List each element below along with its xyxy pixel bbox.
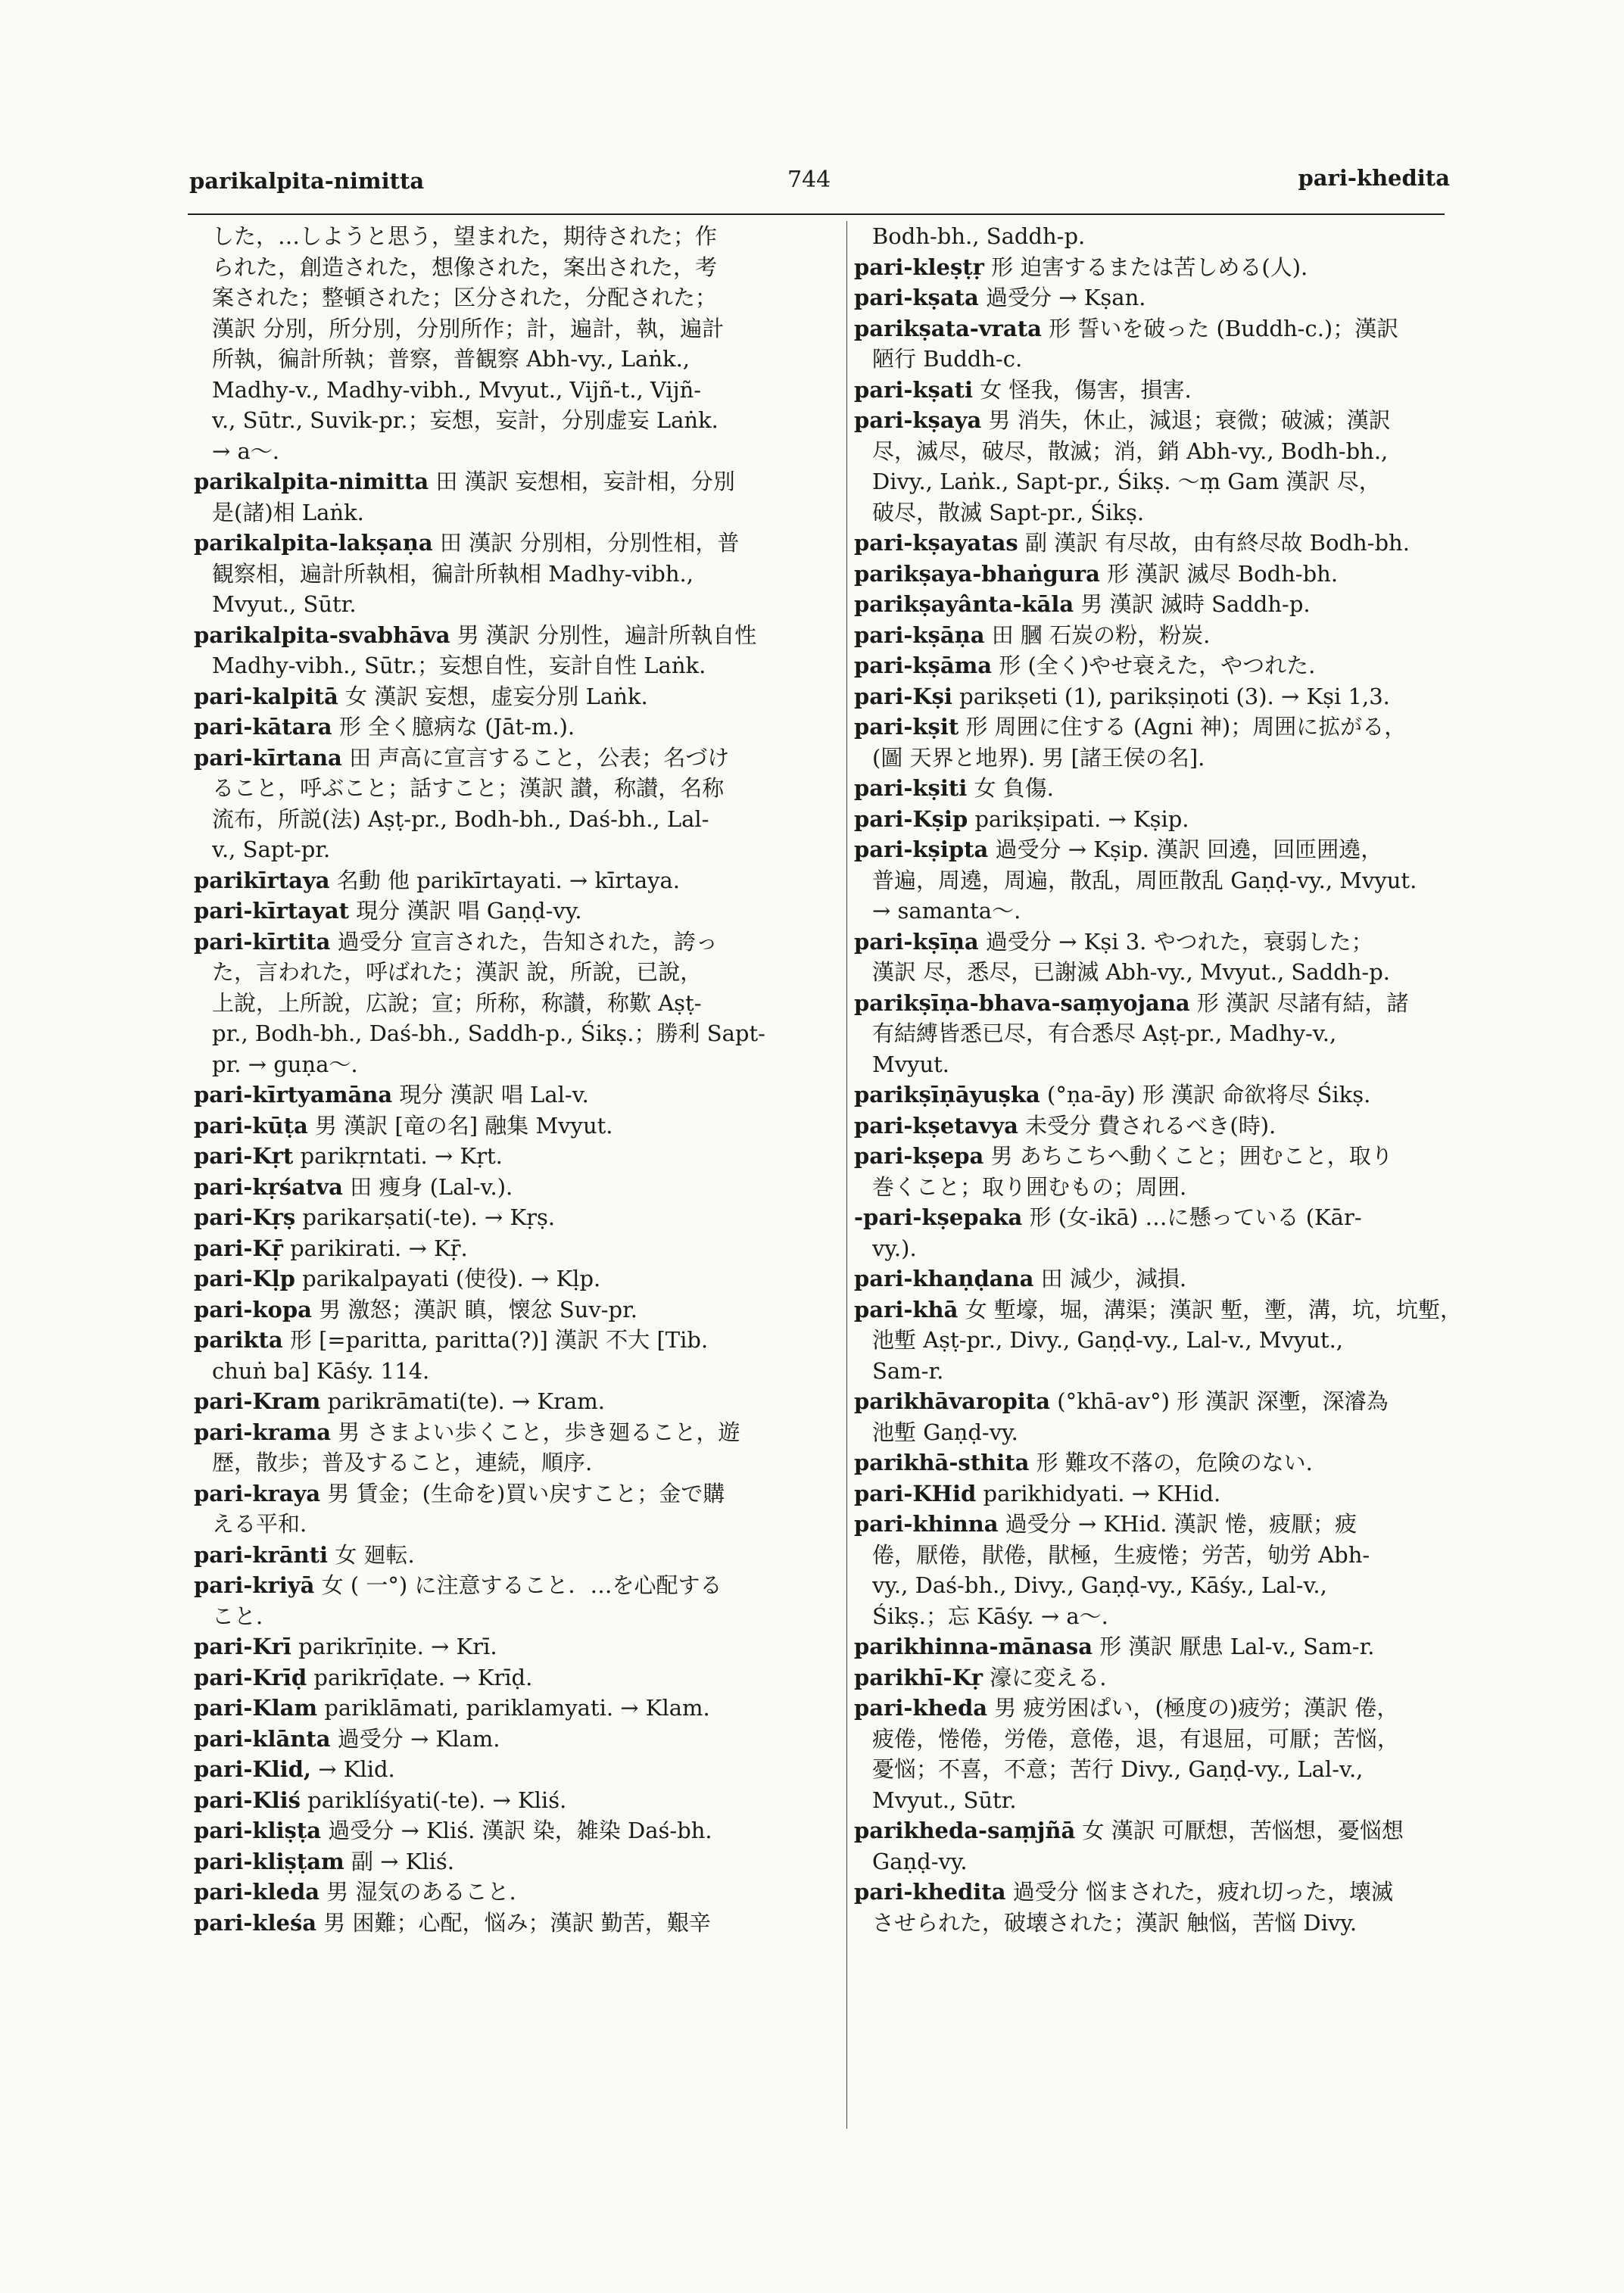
entry-text: 田 痩身 (Lal-v.).	[342, 1173, 513, 1200]
entry-text: 流布，所説(法) Aṣṭ-pr., Bodh-bh., Daś-bh., Lal-	[212, 805, 709, 832]
entry-text: 形 難攻不落の，危険のない.	[1029, 1450, 1313, 1475]
entry-text: Mvyut., Sūtr.	[872, 1787, 1017, 1813]
entry-text: → a～.	[212, 438, 280, 464]
entry-headword: pari-Kḷp	[194, 1266, 295, 1291]
running-head-right: pari-khedita	[1298, 165, 1450, 191]
entry-headword: parikta	[194, 1327, 283, 1353]
entry-line	[854, 1325, 1475, 1356]
entry-line	[854, 1263, 1475, 1294]
entry-line	[854, 528, 1475, 559]
entry-line	[854, 1815, 1475, 1846]
entry-line	[194, 957, 830, 988]
entry-headword: pari-Kṣip	[854, 805, 968, 832]
entry-text: 男 漢訳 [竜の名] 融集 Mvyut.	[307, 1112, 613, 1139]
entry-line	[854, 1417, 1475, 1448]
entry-headword: parikṣata-vrata	[854, 315, 1042, 341]
entry-text: 男 激怒；漢訳 瞋，懐忿 Suv-pr.	[311, 1296, 637, 1323]
entry-line	[194, 743, 830, 774]
entry-line	[194, 313, 830, 344]
entry-line	[194, 1540, 830, 1571]
entry-line	[854, 313, 1475, 344]
entry-text: 副 漢訳 有尽故，由有終尽故 Bodh-bh.	[1018, 530, 1410, 556]
entry-headword: pari-kṣayatas	[854, 530, 1018, 556]
entry-headword: parikheda-saṃjñā	[854, 1818, 1076, 1843]
entry-line	[194, 1693, 830, 1724]
entry-text: Mvyut.	[872, 1051, 950, 1077]
entry-headword: pari-kīrtana	[194, 744, 342, 771]
entry-line	[854, 1018, 1475, 1049]
entry-line	[854, 1294, 1475, 1326]
entry-headword: parikalpita-lakṣaṇa	[194, 530, 433, 556]
entry-text: 過受分 → KHid. 漢訳 惓，疲厭；疲	[998, 1511, 1357, 1537]
entry-text: 未受分 費されるべき(時).	[1018, 1112, 1276, 1139]
entry-line	[194, 344, 830, 375]
entry-text: 男 さまよい歩くこと，歩き廻ること，遊	[331, 1419, 740, 1445]
entry-line	[854, 1080, 1475, 1111]
entry-headword: pari-kliṣṭam	[194, 1848, 344, 1874]
entry-text: parikarṣati(-te). → Kṛṣ.	[295, 1204, 556, 1230]
entry-headword: pari-Krīḍ	[194, 1664, 307, 1690]
entry-text: 男 湿気のあること.	[320, 1879, 516, 1905]
entry-text: Gaṇḍ-vy.	[872, 1848, 968, 1874]
entry-text: 過受分 → Kṣan.	[978, 285, 1146, 310]
entry-headword: pari-kūṭa	[194, 1112, 308, 1139]
entry-text: 形 (全く)やせ衰えた，やつれた.	[992, 653, 1316, 678]
entry-line	[194, 1018, 830, 1049]
entry-headword: pari-kleda	[194, 1879, 320, 1905]
entry-line	[854, 1846, 1475, 1877]
entry-headword: pari-khinna	[854, 1511, 999, 1537]
entry-line	[194, 1724, 830, 1755]
entry-headword: pari-Kram	[194, 1388, 321, 1414]
entry-text: した，…しようと思う，望まれた，期待された；作	[212, 223, 718, 249]
page-number: 744	[787, 167, 831, 193]
entry-text: 漢訳 尽，悉尽，已謝滅 Abh-vy., Mvyut., Saddh-p.	[872, 959, 1390, 985]
entry-text: 田 減少，減損.	[1033, 1266, 1187, 1291]
entry-text: Madhy-vibh., Sūtr.；妄想自性，妄計自性 Laṅk.	[212, 653, 706, 678]
entry-headword: pari-Kṣi	[854, 683, 952, 709]
column-divider	[846, 221, 847, 2129]
entry-line	[854, 988, 1475, 1019]
entry-line	[854, 1754, 1475, 1785]
entry-text: parikrīṇite. → Krī.	[291, 1634, 497, 1659]
entry-text: 女 漢訳 可厭想，苦悩想，憂悩想	[1075, 1818, 1404, 1843]
entry-text: pariklíśyati(-te). → Kliś.	[300, 1787, 567, 1813]
entry-line	[854, 865, 1475, 896]
entry-headword: pari-Kṛṣ	[194, 1204, 296, 1230]
entry-text: pr., Bodh-bh., Daś-bh., Saddh-p., Śikṣ.；勝利 Sapt-	[212, 1020, 765, 1046]
entry-line	[194, 1908, 830, 1939]
entry-line	[194, 1815, 830, 1846]
entry-line	[194, 1141, 830, 1172]
entry-line	[194, 804, 830, 835]
entry-text: 女 ( 一°) に注意すること．…を心配する	[314, 1572, 722, 1598]
entry-line	[854, 1478, 1475, 1509]
entry-line	[194, 1172, 830, 1203]
entry-line	[854, 466, 1475, 497]
entry-headword: parikṣīṇa-bhava-saṃyojana	[854, 989, 1190, 1016]
entry-text: 形 漢訳 滅尽 Bodh-bh.	[1099, 560, 1339, 587]
entry-text: 女 漢訳 妄想，虚妄分別 Laṅk.	[338, 683, 648, 709]
entry-text: 男 消失，休止，減退；衰微；破滅；漢訳	[981, 407, 1391, 433]
entry-line	[194, 375, 830, 406]
entry-text: pariklāmati, pariklamyati. → Klam.	[317, 1695, 710, 1721]
entry-line	[854, 1570, 1475, 1601]
entry-text: 田 声高に宣言すること，公表；名づけ	[341, 744, 730, 771]
entry-line	[194, 1080, 830, 1111]
entry-line	[194, 1662, 830, 1693]
entry-headword: pari-kṣepa	[854, 1143, 984, 1169]
entry-text: 形 [=paritta, paritta(?)] 漢訳 不大 [Tib.	[282, 1327, 709, 1353]
entry-line	[194, 1233, 830, 1264]
left-column	[194, 221, 830, 1938]
entry-line	[194, 1601, 830, 1632]
entry-text: 形 漢訳 厭患 Lal-v., Sam-r.	[1093, 1634, 1375, 1659]
entry-headword: parikalpita-svabhāva	[194, 622, 450, 648]
entry-line	[854, 1724, 1475, 1755]
entry-text: られた，創造された，想像された，案出された，考	[212, 254, 718, 280]
entry-text: 形 全く臆病な (Jāt-m.).	[332, 714, 575, 740]
entry-text: 池塹 Aṣṭ-pr., Divy., Gaṇḍ-vy., Lal-v., Mvyut.,	[872, 1327, 1343, 1353]
entry-text: 破尽，散滅 Sapt-pr., Śikṣ.	[872, 499, 1145, 525]
entry-headword: pari-kṣipta	[854, 837, 989, 862]
entry-text: 過受分 → Kṣip. 漢訳 回遶，回匝囲遶，	[988, 837, 1383, 862]
entry-text: 男 困難；心配，悩み；漢訳 勤苦，艱辛	[316, 1909, 711, 1936]
entry-headword: pari-Kṝ	[194, 1235, 283, 1261]
entry-text: Śikṣ.；忘 Kāśy. → a～.	[872, 1603, 1108, 1629]
entry-line	[854, 1693, 1475, 1724]
entry-headword: pari-kheda	[854, 1695, 988, 1721]
entry-text: 是(諸)相 Laṅk.	[212, 499, 364, 525]
entry-line	[194, 988, 830, 1019]
entry-line	[854, 896, 1475, 927]
entry-line	[854, 650, 1475, 681]
entry-text: parikrīḍate. → Krīḍ.	[307, 1664, 533, 1690]
entry-text: 名動 他 parikīrtayati. → kīrtaya.	[329, 867, 680, 893]
entry-text: 男 賃金；(生命を)買い戻すこと；金で購	[320, 1480, 725, 1506]
entry-text: 有結縛皆悉已尽，有合悉尽 Aṣṭ-pr., Madhy-v.,	[872, 1020, 1337, 1046]
entry-text: 男 漢訳 分別性，遍計所執自性	[450, 622, 757, 648]
entry-headword: pari-Krī	[194, 1634, 291, 1659]
entry-text: 女 塹壕，堀，溝渠；漢訳 塹，壍，溝，坑，坑塹，	[958, 1296, 1463, 1323]
entry-text: 過受分 → Kṣi 3. やつれた，衰弱した；	[978, 928, 1373, 955]
entry-headword: pari-kṣīṇa	[854, 928, 979, 955]
entry-text: 観察相，遍計所執相，徧計所執相 Madhy-vibh.,	[212, 560, 694, 587]
entry-headword: pari-Kṛt	[194, 1143, 294, 1169]
entry-line	[854, 712, 1475, 743]
entry-text: 巻くこと；取り囲むもの；周囲.	[872, 1173, 1187, 1200]
entry-line	[854, 1141, 1475, 1172]
entry-text: vy., Daś-bh., Divy., Gaṇḍ-vy., Kāśy., Lal-v.,	[872, 1572, 1327, 1598]
entry-text: 男 あちこちへ動くこと；囲むこと，取り	[983, 1143, 1393, 1169]
entry-headword: parikalpita-nimitta	[194, 469, 429, 494]
entry-line	[854, 834, 1475, 865]
entry-text: 陋行 Buddh-c.	[872, 346, 1023, 372]
entry-line	[194, 1386, 830, 1417]
entry-text: 形 (女-ikā) …に懸っている (Kār-	[1022, 1204, 1362, 1230]
entry-line	[854, 773, 1475, 804]
entry-headword: parikṣaya-bhaṅgura	[854, 560, 1100, 587]
entry-line	[194, 927, 830, 958]
entry-line	[194, 497, 830, 528]
entry-headword: pari-kraya	[194, 1480, 321, 1506]
entry-line	[854, 1877, 1475, 1908]
entry-text: 過受分 → Klam.	[330, 1725, 500, 1752]
entry-text: Mvyut., Sūtr.	[212, 591, 357, 617]
entry-headword: pari-Klid,	[194, 1756, 312, 1782]
entry-line	[194, 1570, 830, 1601]
entry-text: 田 膕 石炭の粉，粉炭.	[984, 622, 1211, 648]
entry-text: → samanta～.	[872, 898, 1021, 924]
entry-text: vy.).	[872, 1235, 917, 1261]
entry-headword: pari-kṣati	[854, 376, 974, 403]
entry-line	[194, 1754, 830, 1785]
entry-line	[194, 589, 830, 620]
entry-headword: pari-kliṣṭa	[194, 1818, 322, 1843]
entry-text: こと.	[212, 1603, 263, 1629]
entry-line	[194, 1478, 830, 1509]
entry-line	[854, 1111, 1475, 1142]
entry-text: 過受分 悩まされた，疲れ切った，壊滅	[1005, 1879, 1393, 1905]
entry-text: 女 廻転.	[328, 1541, 415, 1568]
entry-headword: pari-kīrtayat	[194, 898, 350, 924]
entry-line	[194, 1202, 830, 1233]
entry-line	[194, 650, 830, 681]
entry-line	[194, 773, 830, 804]
entry-text: 形 迫害するまたは苦しめる(人).	[983, 254, 1308, 280]
header-rule	[188, 213, 1445, 215]
entry-line	[194, 528, 830, 559]
entry-text: 過受分 宣言された，告知された，誇っ	[330, 928, 718, 955]
entry-headword: pari-krama	[194, 1419, 332, 1445]
entry-text: 憂悩；不喜，不意；苦行 Divy., Gaṇḍ-vy., Lal-v.,	[872, 1756, 1364, 1782]
entry-text: Madhy-v., Madhy-vibh., Mvyut., Vijñ-t., Vijñ-	[212, 376, 702, 403]
entry-line	[854, 620, 1475, 651]
entry-line	[854, 344, 1475, 375]
entry-line	[854, 1601, 1475, 1632]
entry-text: 形 誓いを破った (Buddh-c.)；漢訳	[1041, 315, 1399, 341]
entry-headword: pari-kalpitā	[194, 683, 338, 709]
entry-text: parikṛntati. → Kṛt.	[293, 1143, 503, 1169]
entry-headword: pari-khā	[854, 1296, 959, 1323]
entry-line	[854, 1540, 1475, 1571]
entry-text: 倦，厭倦，猒倦，猒極，生疲惓；労苦，劬労 Abh-	[872, 1541, 1370, 1568]
entry-headword: parikīrtaya	[194, 867, 330, 893]
entry-text: chuṅ ba] Kāśy. 114.	[212, 1357, 430, 1384]
entry-headword: pari-Klam	[194, 1695, 318, 1721]
entry-text: 田 漢訳 分別相，分別性相，普	[432, 530, 740, 556]
entry-line	[854, 1172, 1475, 1203]
entry-headword: pari-kṛśatva	[194, 1173, 343, 1200]
entry-headword: pari-kṣiti	[854, 775, 968, 801]
entry-line	[194, 466, 830, 497]
entry-line	[854, 681, 1475, 712]
entry-line	[194, 1049, 830, 1080]
entry-line	[854, 927, 1475, 958]
entry-line	[194, 1447, 830, 1478]
entry-line	[194, 1111, 830, 1142]
entry-line	[854, 1386, 1475, 1417]
entry-line	[854, 1356, 1475, 1387]
entry-line	[854, 743, 1475, 774]
entry-text: parikṣeti (1), parikṣiṇoti (3). → Kṣi 1,3.	[952, 683, 1390, 709]
entry-text: 案された；整頓された；区分された，分配された；	[212, 285, 718, 310]
entry-line	[194, 405, 830, 436]
entry-text: 上說，上所說，広說；宣；所称，称讃，称歎 Aṣṭ-	[212, 989, 702, 1016]
entry-headword: pari-kīrtyamāna	[194, 1082, 393, 1108]
entry-text: (圖 天界と地界). 男 [諸王侯の名].	[872, 744, 1205, 771]
entry-headword: pari-kṣaya	[854, 407, 982, 433]
entry-text: 過受分 → Kliś. 漢訳 染，雑染 Daś-bh.	[321, 1818, 712, 1843]
entry-text: 池塹 Gaṇḍ-vy.	[872, 1419, 1018, 1445]
entry-line	[194, 681, 830, 712]
entry-line	[194, 620, 830, 651]
entry-text: v., Sapt-pr.	[212, 837, 331, 862]
entry-text: 副 → Kliś.	[344, 1848, 455, 1874]
entry-text: 現分 漢訳 唱 Gaṇḍ-vy.	[349, 898, 582, 924]
entry-line	[194, 1294, 830, 1326]
entry-headword: parikhā-sthita	[854, 1450, 1030, 1475]
entry-line	[194, 1356, 830, 1387]
entry-text: 女 怪我，傷害，損害.	[973, 376, 1192, 403]
entry-text: た，言われた，呼ばれた；漢訳 說，所說，已說，	[212, 959, 703, 985]
entry-headword: pari-kṣāṇa	[854, 622, 985, 648]
entry-text: 男 漢訳 滅時 Saddh-p.	[1074, 591, 1311, 617]
entry-line	[194, 865, 830, 896]
entry-line	[854, 1631, 1475, 1662]
entry-headword: pari-kleśa	[194, 1909, 317, 1936]
entry-headword: parikhī-Kṛ	[854, 1664, 983, 1690]
entry-line	[854, 221, 1475, 252]
entry-headword: pari-khaṇḍana	[854, 1266, 1034, 1291]
entry-line	[854, 559, 1475, 590]
entry-text: v., Sūtr., Suvik-pr.；妄想，妄計，分別虚妄 Laṅk.	[212, 407, 718, 433]
entry-headword: pari-kātara	[194, 714, 332, 740]
entry-line	[194, 1263, 830, 1294]
entry-headword: pari-khedita	[854, 1879, 1006, 1905]
entry-text: Divy., Laṅk., Sapt-pr., Śikṣ. ～ṃ Gam 漢訳 尽，	[872, 469, 1381, 494]
entry-text: 形 周囲に住する (Agni 神)；周囲に拡がる，	[959, 714, 1407, 740]
entry-text: parikalpayati (使役). → Kḷp.	[295, 1266, 601, 1291]
entry-headword: pari-KHid	[854, 1480, 977, 1506]
entry-text: 形 漢訳 尽諸有結，諸	[1189, 989, 1409, 1016]
entry-line	[854, 1049, 1475, 1080]
entry-text: 現分 漢訳 唱 Lal-v.	[392, 1082, 589, 1108]
entry-line	[194, 1417, 830, 1448]
entry-line	[854, 1908, 1475, 1939]
entry-line	[854, 804, 1475, 835]
entry-line	[194, 221, 830, 252]
entry-line	[194, 1631, 830, 1662]
entry-text: 疲倦，惓倦，労倦，意倦，退，有退屈，可厭；苦悩，	[872, 1725, 1400, 1752]
entry-line	[854, 282, 1475, 313]
entry-headword: pari-kriyā	[194, 1572, 315, 1598]
entry-text: 所執，徧計所執；普察，普観察 Abh-vy., Laṅk.,	[212, 346, 690, 372]
entry-text: Sam-r.	[872, 1357, 944, 1384]
entry-text: parikṣipati. → Kṣip.	[968, 805, 1189, 832]
entry-line	[854, 252, 1475, 283]
entry-text: 尽，滅尽，破尽，散滅；消，銷 Abh-vy., Bodh-bh.,	[872, 438, 1389, 464]
entry-text: (°ṇa-āy) 形 漢訳 命欲将尽 Śikṣ.	[1040, 1082, 1371, 1108]
entry-text: parikrāmati(te). → Kram.	[320, 1388, 605, 1414]
entry-headword: pari-kleṣṭṛ	[854, 254, 984, 280]
entry-text: parikhidyati. → KHid.	[976, 1480, 1221, 1506]
entry-headword: parikhāvaropita	[854, 1388, 1051, 1414]
right-column	[854, 221, 1475, 1938]
entry-text: 田 漢訳 妄想相，妄計相，分別	[429, 469, 735, 494]
entry-headword: parikhinna-mānasa	[854, 1634, 1093, 1659]
entry-line	[194, 1846, 830, 1877]
entry-line	[854, 1447, 1475, 1478]
entry-headword: pari-kīrtita	[194, 928, 331, 955]
entry-line	[854, 1785, 1475, 1816]
entry-line	[194, 1877, 830, 1908]
entry-line	[194, 282, 830, 313]
entry-line	[854, 1233, 1475, 1264]
entry-text: pr. → guṇa～.	[212, 1051, 358, 1077]
entry-text: ること，呼ぶこと；話すこと；漢訳 讃，称讃，名称	[212, 775, 725, 801]
entry-line	[854, 375, 1475, 406]
entry-headword: pari-kṣāma	[854, 653, 993, 678]
entry-text: Bodh-bh., Saddh-p.	[872, 223, 1086, 249]
entry-text: 男 疲労困ぱい，(極度の)疲労；漢訳 倦，	[987, 1695, 1399, 1721]
entry-headword: parikṣīṇāyuṣka	[854, 1082, 1040, 1108]
entry-line	[854, 589, 1475, 620]
entry-text: (°khā-av°) 形 漢訳 深壍，深濬為	[1050, 1388, 1389, 1414]
entry-text: える平和.	[212, 1511, 307, 1537]
entry-headword: pari-kṣit	[854, 714, 959, 740]
entry-text: 漢訳 分別，所分別，分別所作；計，遍計，執，遍計	[212, 315, 725, 341]
entry-text: → Klid.	[311, 1756, 395, 1782]
entry-line	[194, 834, 830, 865]
entry-line	[854, 405, 1475, 436]
running-head-left: parikalpita-nimitta	[189, 168, 425, 194]
entry-text: させられた，破壊された；漢訳 触悩，苦悩 Divy.	[872, 1909, 1357, 1936]
entry-line	[854, 1662, 1475, 1693]
entry-line	[194, 1325, 830, 1356]
entry-text: 濠に変える.	[983, 1664, 1107, 1690]
entry-line	[854, 436, 1475, 467]
entry-headword: pari-krānti	[194, 1541, 329, 1568]
entry-line	[194, 436, 830, 467]
entry-line	[854, 497, 1475, 528]
entry-headword: pari-Kliś	[194, 1787, 301, 1813]
entry-headword: pari-kopa	[194, 1296, 312, 1323]
entry-headword: -pari-kṣepaka	[854, 1204, 1023, 1230]
entry-headword: pari-kṣetavya	[854, 1112, 1018, 1139]
entry-line	[854, 957, 1475, 988]
entry-headword: pari-klānta	[194, 1725, 331, 1752]
entry-line	[194, 1785, 830, 1816]
entry-text: parikirati. → Kṝ.	[282, 1235, 468, 1261]
entry-headword: pari-kṣata	[854, 285, 979, 310]
entry-line	[194, 559, 830, 590]
entry-line	[194, 1509, 830, 1540]
entry-line	[194, 252, 830, 283]
entry-text: 女 負傷.	[967, 775, 1054, 801]
entry-line	[854, 1202, 1475, 1233]
entry-line	[194, 896, 830, 927]
entry-headword: parikṣayânta-kāla	[854, 591, 1074, 617]
entry-text: 普遍，周遶，周遍，散乱，周匝散乱 Gaṇḍ-vy., Mvyut.	[872, 867, 1417, 893]
entry-line	[194, 712, 830, 743]
entry-text: 歴，散歩；普及すること，連続，順序.	[212, 1450, 593, 1475]
entry-line	[854, 1509, 1475, 1540]
